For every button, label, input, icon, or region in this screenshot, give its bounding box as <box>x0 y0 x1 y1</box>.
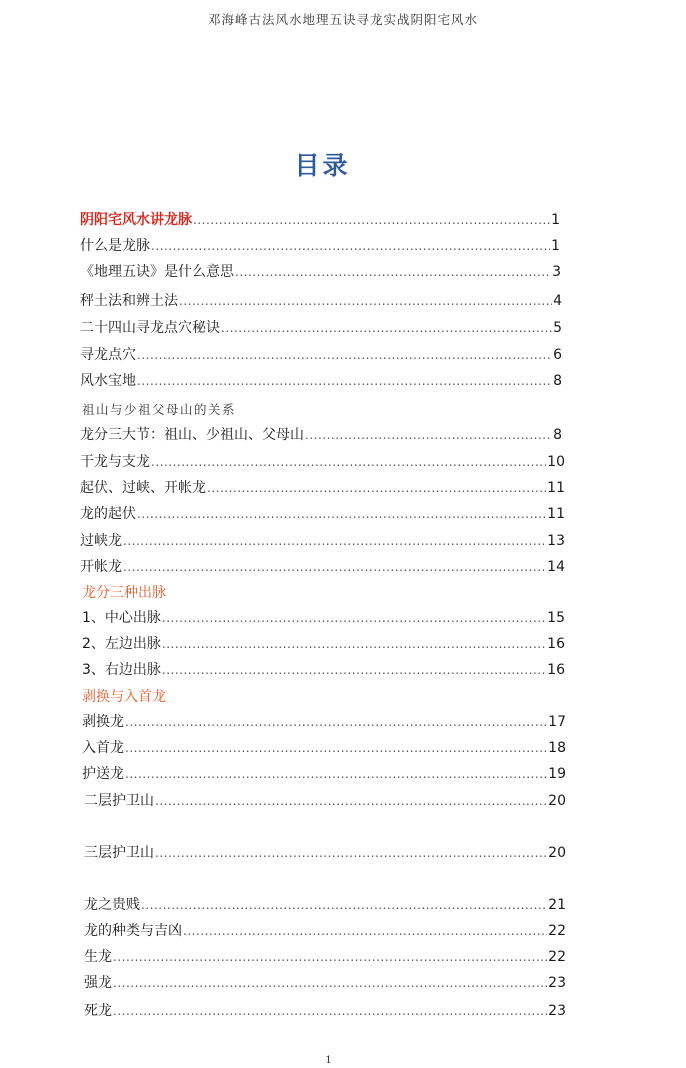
toc-entry-page: 13 <box>547 533 565 549</box>
toc-entry[interactable] <box>80 209 560 231</box>
toc-entry-label: 2、左边出脉 <box>82 636 161 652</box>
toc-entry-label: 二十四山寻龙点穴秘诀 <box>80 320 220 336</box>
toc-entry-page: 10 <box>547 454 565 470</box>
toc-entry[interactable] <box>80 261 561 283</box>
toc-entry-page: 20 <box>548 845 566 861</box>
dot-leader <box>162 611 546 625</box>
toc-entry-page: 15 <box>547 610 565 626</box>
toc-entry-page: 18 <box>548 740 566 756</box>
toc-entry-label: 1、中心出脉 <box>82 610 161 626</box>
dot-leader <box>113 1004 547 1018</box>
dot-leader <box>125 741 547 755</box>
toc-entry-label: 3、右边出脉 <box>82 662 161 678</box>
toc-entry[interactable] <box>84 842 566 864</box>
toc-entry[interactable] <box>84 946 566 968</box>
toc-entry-page: 14 <box>547 559 565 575</box>
dot-leader <box>113 976 547 990</box>
toc-entry-label: 剥换龙 <box>82 714 124 730</box>
page-number: 1 <box>325 1055 332 1066</box>
toc-entry[interactable] <box>80 451 565 473</box>
toc-entry-page: 23 <box>548 1003 566 1019</box>
toc-entry-page: 5 <box>553 320 562 336</box>
toc-entry[interactable] <box>80 344 562 366</box>
dot-leader <box>113 950 547 964</box>
toc-entry-label: 什么是龙脉 <box>80 238 150 254</box>
toc-entry-label: 阴阳宅风水讲龙脉 <box>80 212 192 228</box>
toc-entry-label: 《地理五诀》是什么意思 <box>80 264 234 280</box>
toc-entry[interactable] <box>84 920 566 942</box>
toc-entry-page: 16 <box>547 662 565 678</box>
toc-entry[interactable] <box>82 737 566 759</box>
dot-leader <box>193 213 550 227</box>
toc-entry[interactable] <box>82 659 565 681</box>
toc-entry-page: 1 <box>551 212 560 228</box>
toc-entry[interactable] <box>80 477 565 499</box>
dot-leader <box>137 374 552 388</box>
running-header: 邓海峰古法风水地理五诀寻龙实战阴阳宅风水 <box>207 12 478 27</box>
toc-entry-label: 开帐龙 <box>80 559 122 575</box>
dot-leader <box>155 794 547 808</box>
dot-leader <box>221 321 552 335</box>
dot-leader <box>305 428 552 442</box>
toc-entry[interactable] <box>82 633 565 655</box>
toc-entry[interactable] <box>84 894 566 916</box>
toc-entry-page: 11 <box>547 480 565 496</box>
toc-entry-label: 三层护卫山 <box>84 845 154 861</box>
toc-entry-page: 8 <box>553 373 562 389</box>
toc-entry[interactable] <box>80 556 565 578</box>
toc-entry-label: 龙分三大节：祖山、少祖山、父母山 <box>80 427 304 443</box>
toc-title: 目录 <box>294 151 351 180</box>
dot-leader <box>125 767 547 781</box>
toc-entry[interactable] <box>82 763 566 785</box>
toc-entry-label: 龙的种类与吉凶 <box>84 923 182 939</box>
dot-leader <box>125 715 547 729</box>
toc-entry[interactable] <box>80 424 562 446</box>
toc-entry-label: 入首龙 <box>82 740 124 756</box>
toc-entry-label: 寻龙点穴 <box>80 347 136 363</box>
toc-entry[interactable] <box>80 503 565 525</box>
toc-entry-label: 起伏、过峡、开帐龙 <box>80 480 206 496</box>
toc-entry-page: 6 <box>553 347 562 363</box>
toc-entry[interactable] <box>80 317 562 339</box>
toc-entry[interactable] <box>82 711 566 733</box>
dot-leader <box>179 294 552 308</box>
toc-entry-page: 20 <box>548 793 566 809</box>
dot-leader <box>123 560 546 574</box>
toc-entry[interactable] <box>80 235 560 257</box>
toc-entry-page: 23 <box>548 975 566 991</box>
section-heading: 龙分三种出脉 <box>82 585 166 601</box>
toc-entry-page: 19 <box>548 766 566 782</box>
toc-entry-label: 龙之贵贱 <box>84 897 140 913</box>
toc-entry-page: 1 <box>551 238 560 254</box>
toc-entry-page: 17 <box>548 714 566 730</box>
dot-leader <box>207 481 546 495</box>
toc-entry-page: 11 <box>547 506 565 522</box>
toc-entry-label: 风水宝地 <box>80 373 136 389</box>
toc-entry-page: 22 <box>548 949 566 965</box>
toc-entry-label: 强龙 <box>84 975 112 991</box>
dot-leader <box>162 637 546 651</box>
dot-leader <box>123 534 546 548</box>
toc-entry[interactable] <box>80 290 562 312</box>
toc-entry-label: 过峡龙 <box>80 533 122 549</box>
toc-entry[interactable] <box>82 607 565 629</box>
section-heading: 祖山与少祖父母山的关系 <box>82 402 237 417</box>
toc-entry-label: 干龙与支龙 <box>80 454 150 470</box>
toc-entry-label: 龙的起伏 <box>80 506 136 522</box>
toc-entry-label: 秤土法和辨土法 <box>80 293 178 309</box>
toc-entry-label: 护送龙 <box>82 766 124 782</box>
toc-entry[interactable] <box>80 370 562 392</box>
dot-leader <box>141 898 547 912</box>
toc-entry[interactable] <box>84 972 566 994</box>
dot-leader <box>183 924 547 938</box>
dot-leader <box>151 455 546 469</box>
toc-entry[interactable] <box>84 1000 566 1022</box>
toc-entry-page: 3 <box>552 264 561 280</box>
section-heading: 剥换与入首龙 <box>82 689 166 705</box>
toc-entry[interactable] <box>80 530 565 552</box>
toc-entry-page: 8 <box>553 427 562 443</box>
toc-entry-page: 22 <box>548 923 566 939</box>
toc-entry-page: 16 <box>547 636 565 652</box>
dot-leader <box>151 239 550 253</box>
dot-leader <box>137 348 552 362</box>
dot-leader <box>137 507 546 521</box>
toc-entry[interactable] <box>84 790 566 812</box>
dot-leader <box>155 846 547 860</box>
toc-entry-page: 21 <box>548 897 566 913</box>
toc-entry-label: 死龙 <box>84 1003 112 1019</box>
toc-entry-label: 二层护卫山 <box>84 793 154 809</box>
dot-leader <box>162 663 546 677</box>
dot-leader <box>235 265 551 279</box>
toc-entry-page: 4 <box>553 293 562 309</box>
toc-entry-label: 生龙 <box>84 949 112 965</box>
